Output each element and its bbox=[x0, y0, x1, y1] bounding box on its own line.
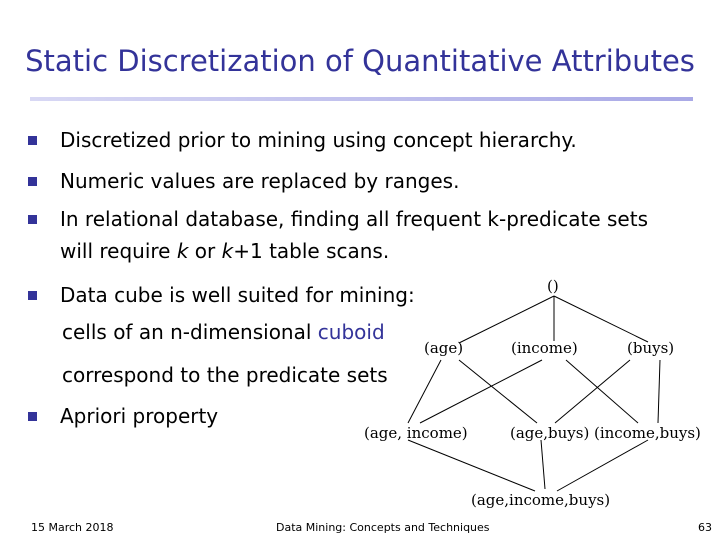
text-run: +1 table scans. bbox=[233, 239, 390, 263]
lattice-node-age: (age) bbox=[424, 339, 464, 357]
bullet-text: Data cube is well suited for mining: bbox=[60, 283, 415, 307]
page-number: 63 bbox=[698, 521, 712, 534]
lattice-node-income-buys: (income,buys) bbox=[594, 424, 701, 442]
lattice-edge bbox=[420, 360, 542, 423]
sub-text: correspond to the predicate sets bbox=[62, 363, 388, 387]
lattice-edge bbox=[541, 440, 545, 489]
slide-title: Static Discretization of Quantitative Attributes bbox=[25, 44, 695, 78]
text-run: or bbox=[188, 239, 222, 263]
lattice-edge bbox=[658, 360, 660, 423]
footer-date: 15 March 2018 bbox=[31, 521, 114, 534]
italic-k: k bbox=[221, 239, 234, 263]
lattice-edge bbox=[408, 440, 535, 491]
lattice-edge bbox=[555, 360, 630, 423]
lattice-edge bbox=[566, 360, 638, 423]
lattice-edge bbox=[554, 296, 648, 342]
text-run: will require bbox=[60, 239, 177, 263]
footer-title: Data Mining: Concepts and Techniques bbox=[276, 521, 490, 534]
lattice-node-income: (income) bbox=[511, 339, 578, 357]
lattice-node-age-buys: (age,buys) bbox=[510, 424, 590, 442]
cuboid-word: cuboid bbox=[317, 320, 385, 344]
lattice-edge bbox=[408, 360, 441, 423]
lattice-edge bbox=[459, 296, 554, 343]
italic-k: k bbox=[176, 239, 189, 263]
lattice-edge bbox=[459, 360, 537, 423]
lattice-node-buys: (buys) bbox=[627, 339, 675, 357]
text-run: cells of an n-dimensional bbox=[62, 320, 318, 344]
lattice-node-age-income: (age, income) bbox=[364, 424, 468, 442]
bullet-text: In relational database, finding all frequent k-predicate sets bbox=[60, 207, 648, 231]
lattice-node-apex: () bbox=[547, 277, 559, 295]
bullet-text: Numeric values are replaced by ranges. bbox=[60, 169, 460, 193]
lattice-edge bbox=[557, 440, 648, 491]
bullet-text: Discretized prior to mining using concept hierarchy. bbox=[60, 128, 577, 152]
lattice-node-all: (age,income,buys) bbox=[471, 491, 611, 509]
bullet-text: Apriori property bbox=[60, 404, 219, 428]
